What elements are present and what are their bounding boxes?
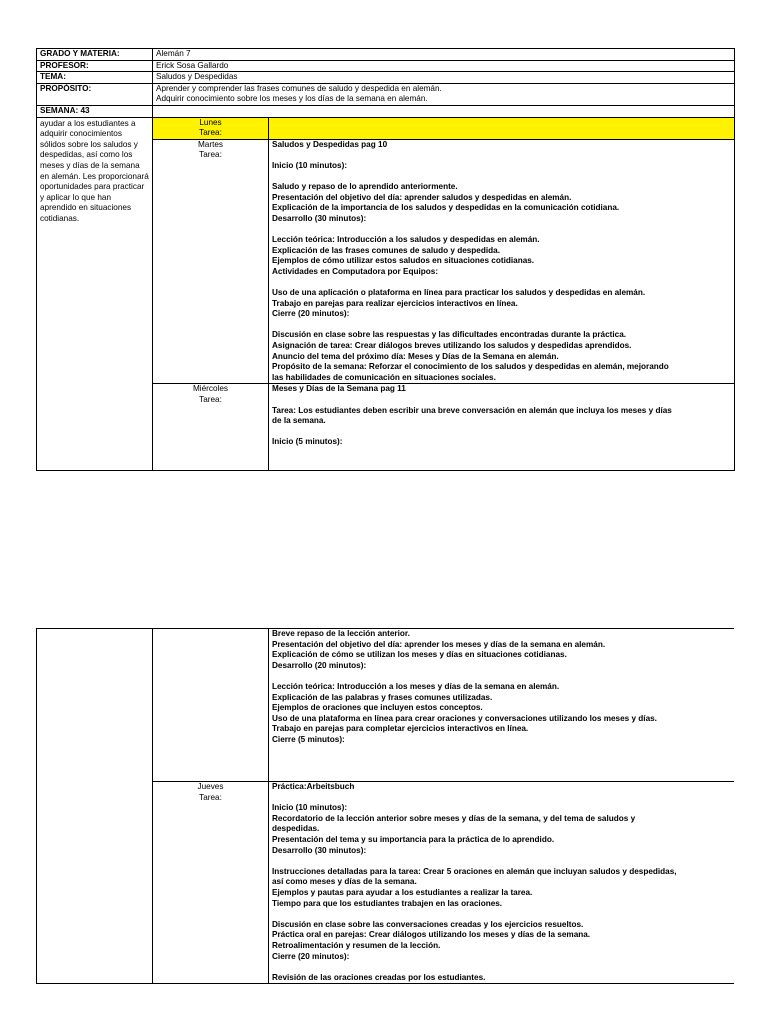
- day-martes: [153, 139, 269, 384]
- content-line: Instrucciones detalladas para la tarea: Crear 5 oraciones en alemán que incluyan saludos y despedidas,: [272, 866, 677, 876]
- jueves-content: [269, 782, 735, 984]
- content-line: Saludos y Despedidas pag 10: [272, 139, 388, 149]
- blank-line: [272, 172, 731, 183]
- content-line: Práctica oral en parejas: Crear diálogos utilizando los meses y días de la semana.: [272, 930, 591, 940]
- content-line: Discusión en clase sobre las conversaciones creadas y los ejercicios resueltos.: [272, 919, 584, 929]
- content-line: Cierre (20 minutos):: [272, 309, 350, 319]
- row-proposito: [37, 83, 735, 105]
- content-line: Desarrollo (20 minutos):: [272, 660, 367, 670]
- blank-line: [272, 909, 731, 920]
- content-line: Inicio (10 minutos):: [272, 803, 348, 813]
- row-grado: [37, 49, 735, 61]
- profesor-value: Erick Sosa Gallardo: [153, 60, 735, 72]
- semana-empty: [153, 105, 735, 117]
- blank-line: [272, 395, 731, 406]
- semana-label: SEMANA: 43: [37, 105, 153, 117]
- day-name: Lunes: [199, 117, 222, 127]
- blank-line: [272, 427, 731, 438]
- tema-label: TEMA:: [37, 72, 153, 84]
- grado-value: Alemán 7: [153, 49, 735, 61]
- content-line: de la semana.: [272, 416, 326, 426]
- miercoles-content: [269, 384, 735, 471]
- grado-label: GRADO Y MATERIA:: [37, 49, 153, 61]
- lunes-content: [269, 117, 735, 139]
- content-line: las habilidades de comunicación en situaciones sociales.: [272, 372, 496, 382]
- proposito-line: Adquirir conocimiento sobre los meses y los días de la semana en alemán.: [156, 94, 428, 104]
- row-tema: [37, 72, 735, 84]
- day-name: Martes: [197, 139, 224, 149]
- proposito-value: [153, 83, 735, 105]
- content-line: Presentación del objetivo del día: aprender saludos y despedidas en alemán.: [272, 192, 572, 202]
- content-line: Explicación de cómo se utilizan los meses y días en situaciones cotidianas.: [272, 650, 567, 660]
- content-line: Revisión de las oraciones creadas por los estudiantes.: [272, 972, 486, 982]
- content-line: Explicación de la importancia de los saludos y despedidas en la comunicación cotidiana.: [272, 203, 620, 213]
- profesor-label: PROFESOR:: [37, 60, 153, 72]
- content-line: Práctica:Arbeitsbuch: [272, 782, 355, 791]
- row-miercoles-cont: [37, 629, 735, 782]
- blank-line: [272, 277, 731, 288]
- content-line: Inicio (5 minutos):: [272, 437, 343, 447]
- lesson-plan-table-continued: [36, 628, 734, 984]
- content-line: Lección teórica: Introducción a los saludos y despedidas en alemán.: [272, 235, 540, 245]
- content-line: Tiempo para que los estudiantes trabajen en las oraciones.: [272, 898, 503, 908]
- day-tarea: Tarea:: [199, 395, 222, 404]
- proposito-line: Aprender y comprender las frases comunes de saludo y despedida en alemán.: [156, 83, 442, 93]
- day-tarea: Tarea:: [199, 792, 222, 802]
- content-line: Ejemplos de cómo utilizar estos saludos en situaciones cotidianas.: [272, 256, 535, 266]
- content-line: Asignación de tarea: Crear diálogos breves utilizando los saludos y despedidas aprendidos.: [272, 341, 632, 351]
- proposito-label: PROPÓSITO:: [37, 83, 153, 105]
- blank-line: [272, 320, 731, 331]
- content-line: Lección teórica: Introducción a los meses y días de la semana en alemán.: [272, 681, 560, 691]
- day-tarea: Tarea:: [199, 150, 222, 160]
- row-semana: [37, 105, 735, 117]
- content-line: Anuncio del tema del próximo día: Meses y Días de la Semana en alemán.: [272, 351, 559, 361]
- content-line: Presentación del tema y su importancia para la práctica de lo aprendido.: [272, 834, 555, 844]
- day-tarea: Tarea:: [199, 128, 222, 138]
- blank-line: [272, 671, 731, 682]
- day-jueves: [153, 782, 269, 984]
- blank-line: [272, 793, 731, 804]
- content-line: Desarrollo (30 minutos):: [272, 213, 367, 223]
- content-line: Uso de una aplicación o plataforma en línea para practicar los saludos y despedidas en alemán.: [272, 288, 646, 298]
- blank-line: [272, 225, 731, 236]
- content-line: Ejemplos y pautas para ayudar a los estudiantes a realizar la tarea.: [272, 887, 533, 897]
- miercoles-content-cont: [269, 629, 735, 782]
- blank-line: [272, 856, 731, 867]
- row-lunes: [37, 117, 735, 139]
- day-name: Miércoles: [192, 384, 229, 394]
- page-2: [36, 628, 734, 1024]
- content-line: Discusión en clase sobre las respuestas y las dificultades encontradas durante la práctica.: [272, 330, 627, 340]
- content-line: Desarrollo (30 minutos):: [272, 845, 367, 855]
- content-line: Cierre (20 minutos):: [272, 951, 350, 961]
- tema-value: Saludos y Despedidas: [153, 72, 735, 84]
- objective-text: ayudar a los estudiantes a adquirir conocimientos sólidos sobre los saludos y despedidas, así como los meses y días de la semana en alemán. Les proporcionará oportunidades para practicar y aplicar lo que han aprendido en situaciones cotidianas.: [37, 117, 153, 471]
- content-line: Recordatorio de la lección anterior sobre meses y días de la semana, y del tema de saludos y: [272, 813, 636, 823]
- page-1: [36, 48, 734, 471]
- content-line: Cierre (5 minutos):: [272, 734, 345, 744]
- martes-content: [269, 139, 735, 384]
- content-line: Ejemplos de oraciones que incluyen estos conceptos.: [272, 703, 483, 713]
- content-line: Inicio (10 minutos):: [272, 160, 348, 170]
- day-empty: [153, 629, 269, 782]
- content-line: Retroalimentación y resumen de la lección.: [272, 940, 441, 950]
- row-profesor: [37, 60, 735, 72]
- day-lunes: [153, 117, 269, 139]
- content-line: despedidas.: [272, 824, 320, 834]
- content-line: así como meses y días de la semana.: [272, 877, 417, 887]
- day-name: Jueves: [197, 782, 224, 791]
- content-line: Meses y Días de la Semana pag 11: [272, 384, 406, 394]
- day-miercoles: [153, 384, 269, 471]
- content-line: Saludo y repaso de lo aprendido anteriormente.: [272, 182, 458, 192]
- content-line: Trabajo en parejas para completar ejercicios interactivos en línea.: [272, 724, 529, 734]
- content-line: Presentación del objetivo del día: aprender los meses y días de la semana en alemán.: [272, 639, 606, 649]
- content-line: Uso de una plataforma en línea para crear oraciones y conversaciones utilizando los meses y días.: [272, 713, 657, 723]
- content-line: Actividades en Computadora por Equipos:: [272, 266, 439, 276]
- content-line: Trabajo en parejas para realizar ejercicios interactivos en línea.: [272, 298, 518, 308]
- content-line: Breve repaso de la lección anterior.: [272, 629, 410, 638]
- content-line: Propósito de la semana: Reforzar el conocimiento de los saludos y despedidas en alemán, mejorando: [272, 362, 669, 372]
- content-line: Tarea: Los estudiantes deben escribir una breve conversación en alemán que incluya los meses y días: [272, 405, 672, 415]
- lesson-plan-table: [36, 48, 735, 471]
- content-line: Explicación de las palabras y frases comunes utilizadas.: [272, 692, 493, 702]
- blank-line: [272, 962, 731, 973]
- blank-line: [272, 150, 731, 161]
- content-line: Explicación de las frases comunes de saludo y despedida.: [272, 245, 500, 255]
- objective-empty: [37, 629, 153, 984]
